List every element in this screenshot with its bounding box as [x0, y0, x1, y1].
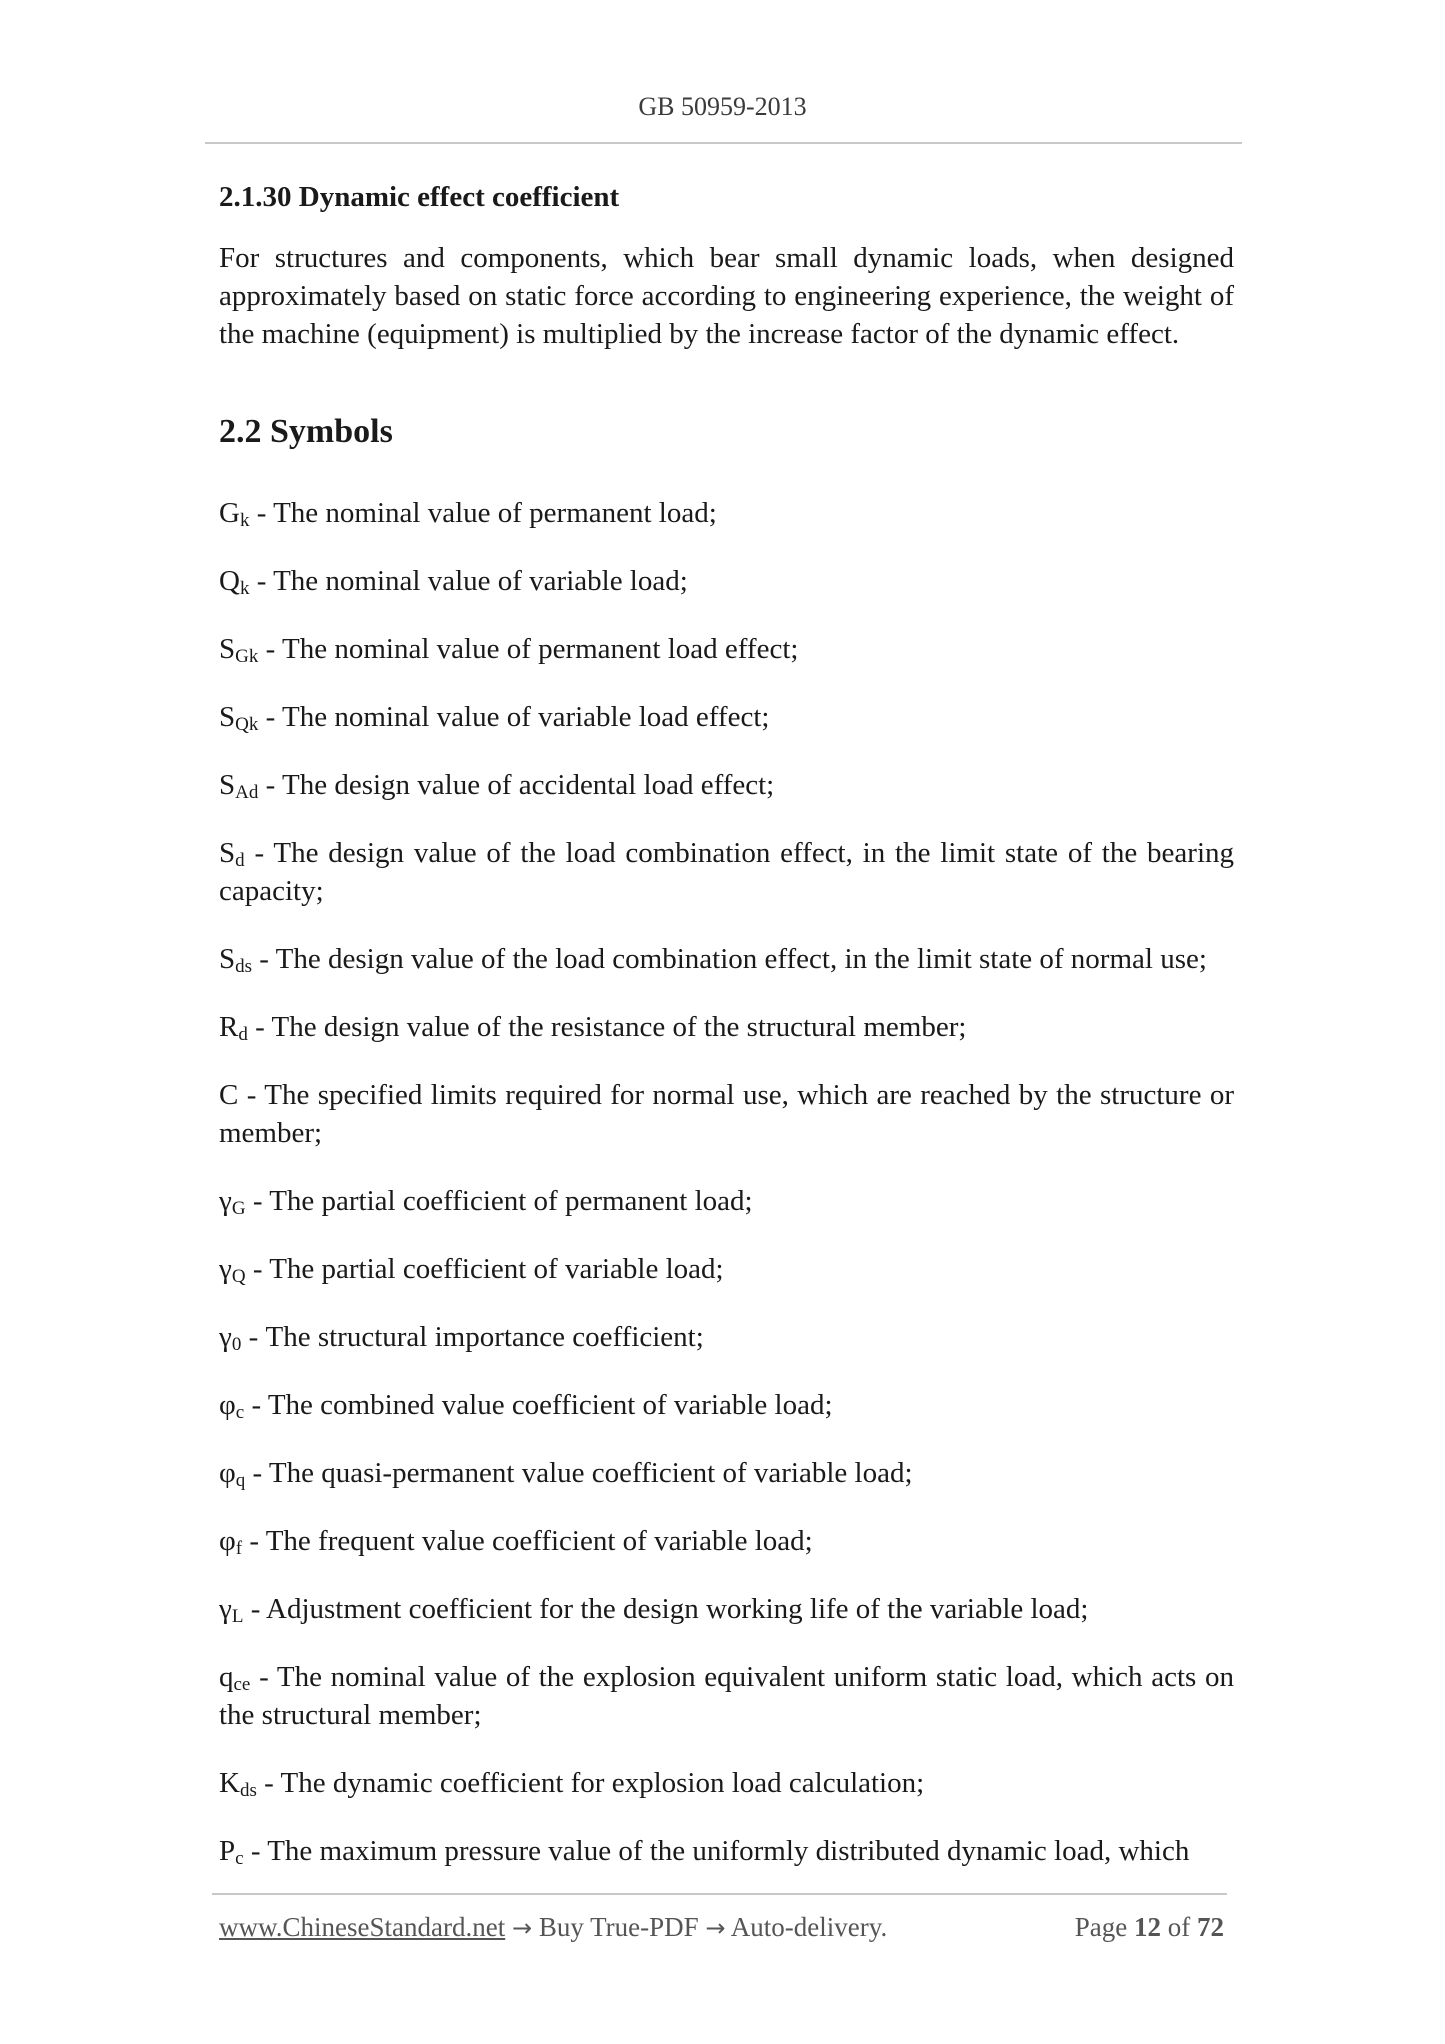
- symbol-item: [219, 1386, 1234, 1424]
- website-link[interactable]: www.ChineseStandard.net: [219, 1912, 506, 1942]
- symbol-letter: Q: [219, 565, 240, 597]
- symbol-definition: - The combined value coefficient of variable load;: [244, 1389, 833, 1421]
- symbol-subscript: k: [239, 510, 250, 531]
- symbol-letter: P: [219, 1835, 236, 1867]
- arrow-right-icon: →: [705, 1914, 726, 1942]
- symbol-subscript: k: [239, 578, 250, 599]
- symbol-item: [219, 562, 1234, 600]
- auto-delivery-text: Auto-delivery.: [730, 1912, 888, 1942]
- symbol-item: [219, 1590, 1234, 1628]
- symbol-subscript: G: [231, 1198, 246, 1219]
- symbol-letter: K: [219, 1767, 240, 1799]
- symbol-subscript: Ad: [235, 782, 259, 803]
- symbol-item: [219, 494, 1234, 532]
- symbol-definition: - The specified limits required for normal use, which are reached by the structure or member;: [219, 1079, 1234, 1149]
- symbol-item: [219, 1250, 1234, 1288]
- symbol-subscript: L: [231, 1606, 244, 1627]
- footer-promo: [219, 1912, 887, 1943]
- symbol-subscript: ds: [239, 1780, 257, 1801]
- page-header: [0, 92, 1445, 122]
- symbol-definition: - The design value of the load combination effect, in the limit state of normal use;: [252, 943, 1207, 975]
- symbol-subscript: c: [235, 1402, 245, 1423]
- symbol-definition: - The structural importance coefficient;: [241, 1321, 704, 1353]
- document-code: GB 50959-2013: [638, 92, 807, 121]
- footer-divider: [212, 1893, 1227, 1895]
- symbol-letter: R: [219, 1011, 239, 1043]
- symbol-letter: S: [219, 633, 236, 665]
- symbol-item: [219, 1658, 1234, 1734]
- symbol-subscript: Gk: [235, 646, 259, 667]
- symbol-item: [219, 1318, 1234, 1356]
- symbol-letter: φ: [219, 1389, 236, 1421]
- symbol-letter: γ: [219, 1593, 232, 1625]
- symbol-letter: S: [219, 943, 236, 975]
- symbol-subscript: c: [235, 1848, 244, 1869]
- symbol-list: [219, 494, 1234, 1870]
- symbol-letter: S: [219, 837, 236, 869]
- symbol-definition: - The nominal value of permanent load effect;: [258, 633, 799, 665]
- symbol-item: [219, 834, 1234, 910]
- symbol-subscript: d: [235, 850, 245, 871]
- symbol-definition: - The nominal value of permanent load;: [249, 497, 717, 529]
- page-counter: [1075, 1912, 1224, 1943]
- symbol-definition: - The nominal value of variable load effect;: [258, 701, 770, 733]
- symbol-item: [219, 940, 1234, 978]
- symbol-definition: - The quasi-permanent value coefficient of variable load;: [245, 1457, 913, 1489]
- symbol-subscript: q: [235, 1470, 246, 1491]
- symbol-subscript: ce: [233, 1674, 251, 1695]
- symbol-subscript: d: [238, 1024, 248, 1045]
- symbol-letter: S: [219, 701, 236, 733]
- symbol-definition: - The maximum pressure value of the uniformly distributed dynamic load, which: [243, 1835, 1190, 1867]
- symbol-item: [219, 1522, 1234, 1560]
- symbol-definition: - The nominal value of the explosion equivalent uniform static load, which acts on the structural member;: [219, 1661, 1234, 1731]
- page-content: [219, 175, 1234, 1900]
- symbol-subscript: 0: [231, 1334, 242, 1355]
- symbol-subscript: ds: [235, 956, 253, 977]
- symbol-item: [219, 766, 1234, 804]
- total-page-count: 72: [1197, 1912, 1224, 1942]
- symbol-item: [219, 1454, 1234, 1492]
- page-label: Page: [1074, 1912, 1128, 1942]
- symbol-item: [219, 1182, 1234, 1220]
- symbol-letter: γ: [219, 1253, 232, 1285]
- buy-pdf-text: Buy True-PDF: [538, 1912, 699, 1942]
- symbol-definition: - The design value of the load combination effect, in the limit state of the bearing capacity;: [219, 837, 1234, 907]
- symbol-letter: γ: [219, 1185, 232, 1217]
- symbol-item: [219, 630, 1234, 668]
- symbol-subscript: Q: [231, 1266, 246, 1287]
- symbol-letter: C: [219, 1079, 239, 1111]
- clause-body: For structures and components, which bear small dynamic loads, when designed approximately based on static force according to engineering experience, the weight of the machine (equipment) is multiplied by the increase factor of the dynamic effect.: [219, 242, 1234, 350]
- symbol-item: [219, 1764, 1234, 1802]
- symbol-definition: - The design value of the resistance of the structural member;: [247, 1011, 967, 1043]
- symbol-definition: - Adjustment coefficient for the design working life of the variable load;: [243, 1593, 1089, 1625]
- symbol-definition: - The partial coefficient of permanent load;: [245, 1185, 753, 1217]
- symbol-letter: φ: [219, 1525, 236, 1557]
- symbol-definition: - The design value of accidental load effect;: [258, 769, 775, 801]
- section-heading: 2.2 Symbols: [219, 413, 393, 450]
- symbol-subscript: Qk: [235, 714, 259, 735]
- header-divider: [205, 142, 1242, 144]
- symbol-letter: q: [219, 1661, 234, 1693]
- symbol-definition: - The nominal value of variable load;: [249, 565, 688, 597]
- symbol-item: [219, 1076, 1234, 1152]
- symbol-letter: γ: [219, 1321, 232, 1353]
- symbol-item: [219, 1832, 1234, 1870]
- symbol-item: [219, 1008, 1234, 1046]
- of-label: of: [1167, 1912, 1191, 1942]
- symbol-letter: G: [219, 497, 240, 529]
- current-page-number: 12: [1134, 1912, 1161, 1942]
- symbol-definition: - The partial coefficient of variable load;: [245, 1253, 724, 1285]
- arrow-right-icon: →: [511, 1914, 533, 1942]
- clause-heading: 2.1.30 Dynamic effect coefficient: [219, 181, 620, 213]
- symbol-subscript: f: [235, 1538, 243, 1559]
- symbol-letter: S: [219, 769, 236, 801]
- symbol-letter: φ: [219, 1457, 236, 1489]
- symbol-definition: - The dynamic coefficient for explosion load calculation;: [256, 1767, 925, 1799]
- symbol-definition: - The frequent value coefficient of variable load;: [242, 1525, 813, 1557]
- symbol-item: [219, 698, 1234, 736]
